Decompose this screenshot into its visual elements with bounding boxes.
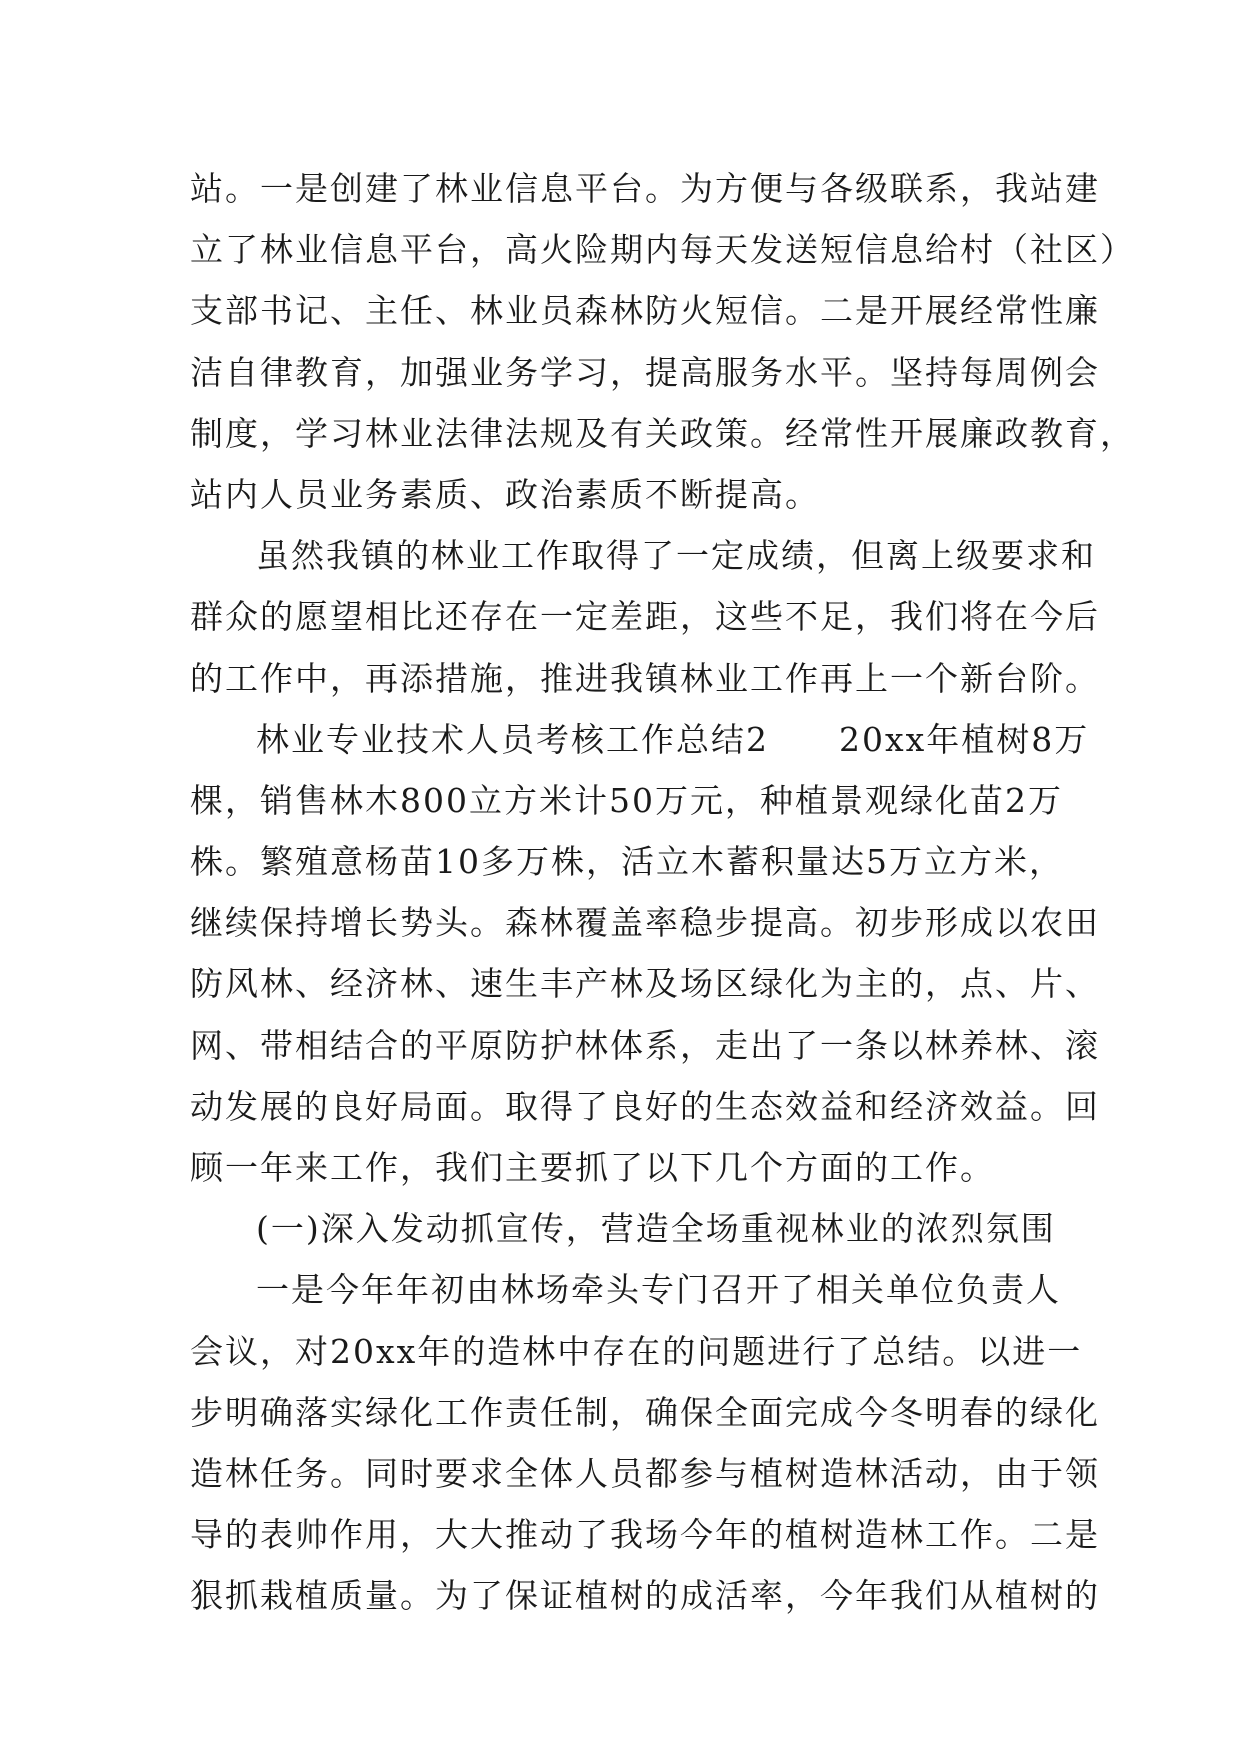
text-line: 步明确落实绿化工作责任制，确保全面完成今冬明春的绿化	[190, 1392, 1100, 1432]
text-line: 狠抓栽植质量。为了保证植树的成活率，今年我们从植树的	[190, 1576, 1100, 1616]
text-line: 站。一是创建了林业信息平台。为方便与各级联系，我站建	[190, 169, 1100, 208]
text-line: 站内人员业务素质、政治素质不断提高。	[190, 474, 820, 514]
document-body	[190, 158, 1135, 1627]
paragraph-start-line: 林业专业技术人员考核工作总结2 20xx年植树8万	[256, 719, 1090, 759]
paragraph-start-line: 一是今年年初由林场牵头专门召开了相关单位负责人	[256, 1270, 1061, 1310]
text-line: 立了林业信息平台，高火险期内每天发送短信息给村（社区）	[190, 230, 1135, 270]
text-line: 网、带相结合的平原防护林体系，走出了一条以林养林、滚	[190, 1025, 1100, 1065]
text-line: 顾一年来工作，我们主要抓了以下几个方面的工作。	[190, 1148, 995, 1187]
text-line: 动发展的良好局面。取得了良好的生态效益和经济效益。回	[190, 1086, 1100, 1126]
text-line: 棵，销售林木800立方米计50万元，种植景观绿化苗2万	[190, 780, 1063, 820]
text-line: 支部书记、主任、林业员森林防火短信。二是开展经常性廉	[190, 291, 1100, 331]
text-line: 制度，学习林业法律法规及有关政策。经常性开展廉政教育，	[190, 413, 1135, 453]
text-line: 株。繁殖意杨苗10多万株，活立木蓄积量达5万立方米，	[190, 842, 1064, 882]
text-line: 导的表帅作用，大大推动了我场今年的植树造林工作。二是	[190, 1515, 1100, 1555]
text-line: 的工作中，再添措施，推进我镇林业工作再上一个新台阶。	[190, 658, 1100, 698]
paragraph-start-line: 虽然我镇的林业工作取得了一定成绩，但离上级要求和	[256, 536, 1096, 576]
text-line: 造林任务。同时要求全体人员都参与植树造林活动，由于领	[190, 1453, 1100, 1493]
text-line: 群众的愿望相比还存在一定差距，这些不足，我们将在今后	[190, 597, 1100, 637]
section-heading: (一)深入发动抓宣传，营造全场重视林业的浓烈氛围	[256, 1209, 1056, 1249]
text-line: 会议，对20xx年的造林中存在的问题进行了总结。以进一	[190, 1331, 1083, 1371]
text-line: 继续保持增长势头。森林覆盖率稳步提高。初步形成以农田	[190, 903, 1100, 943]
text-line: 洁自律教育，加强业务学习，提高服务水平。坚持每周例会	[190, 352, 1100, 392]
text-line: 防风林、经济林、速生丰产林及场区绿化为主的，点、片、	[190, 964, 1100, 1004]
